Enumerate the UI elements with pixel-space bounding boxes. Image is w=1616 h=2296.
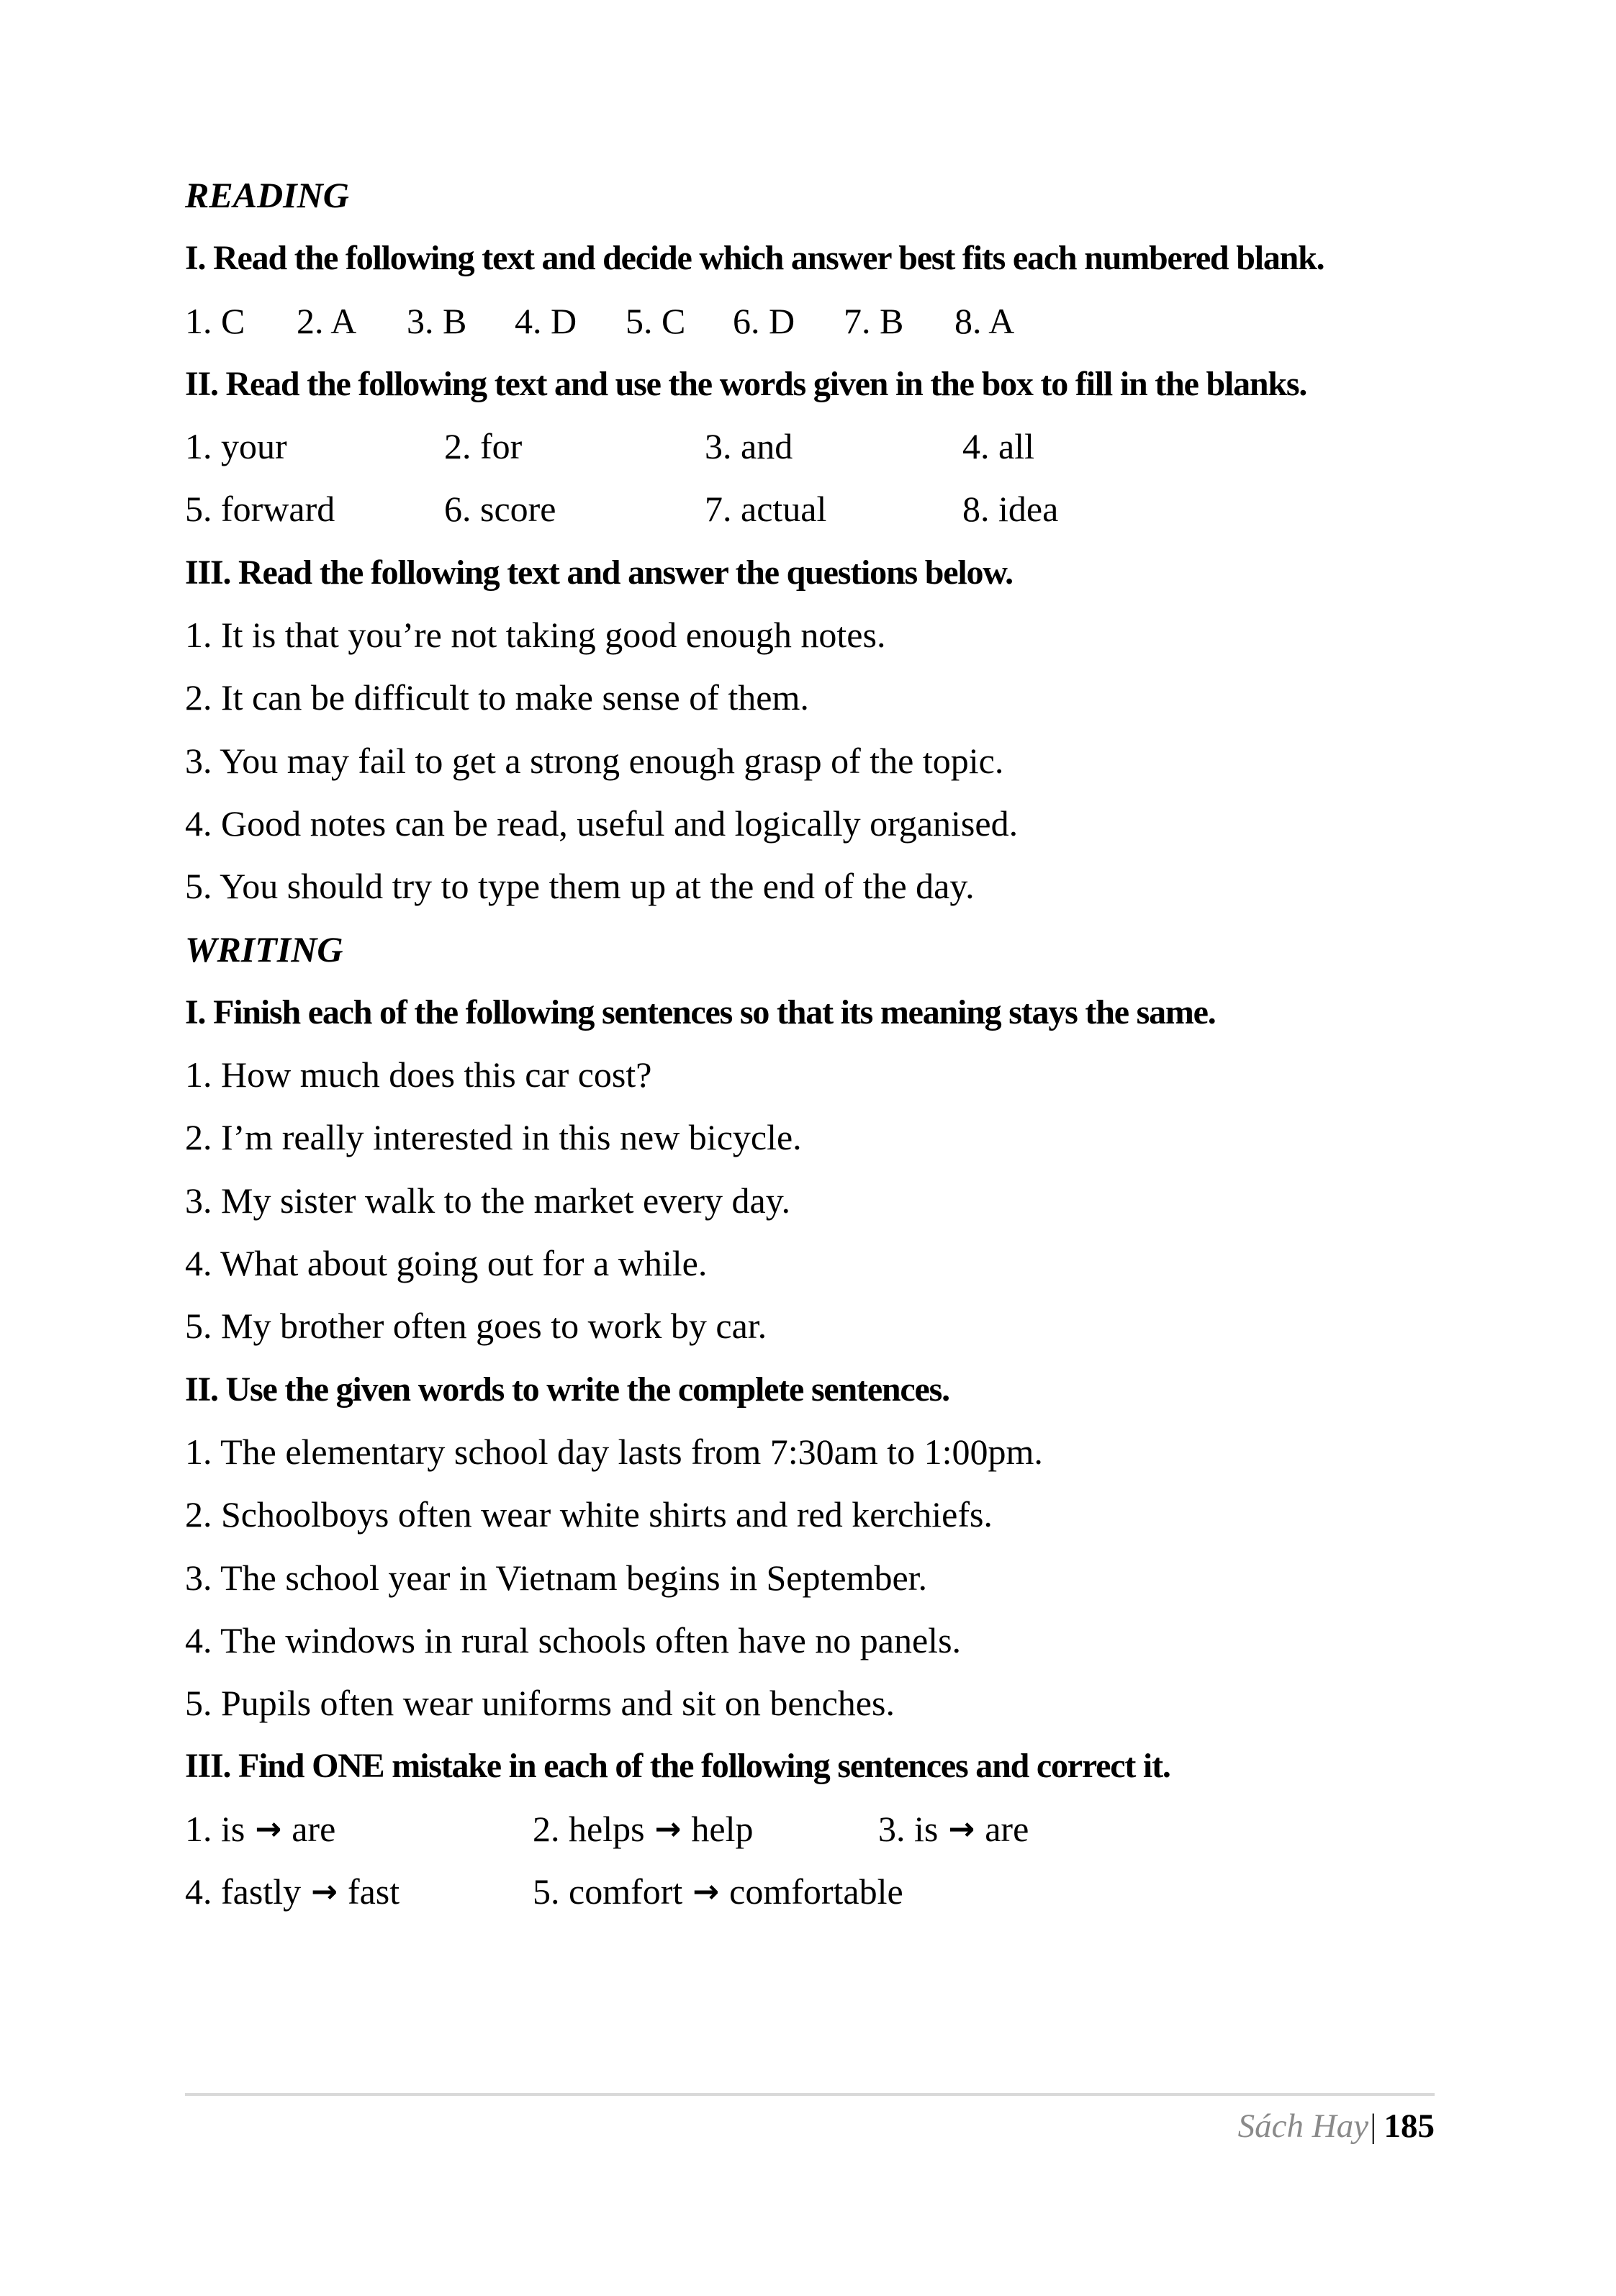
reading-task3-answer: 5. You should try to type them up at the end of the day. bbox=[185, 866, 975, 907]
writing-task2-answer: 1. The elementary school day lasts from 7:30am to 1:00pm. bbox=[185, 1431, 1043, 1472]
correction-item bbox=[185, 1798, 335, 1861]
writing-task1-answer: 1. How much does this car cost? bbox=[185, 1054, 652, 1095]
corrected-word: comfortable bbox=[729, 1871, 903, 1912]
reading-task2-title: II. Read the following text and use the words given in the box to fill in the blanks. bbox=[185, 364, 1307, 403]
reading-task3-answer: 4. Good notes can be read, useful and logically organised. bbox=[185, 803, 1019, 844]
writing-task3-correction-row-1 bbox=[185, 1798, 1452, 1861]
correction-item bbox=[533, 1798, 754, 1861]
writing-task2-title: II. Use the given words to write the complete sentences. bbox=[185, 1370, 949, 1409]
answer-item: 3. B bbox=[407, 300, 467, 341]
answer-key-content bbox=[185, 164, 1452, 1923]
footer-divider bbox=[185, 2093, 1435, 2096]
writing-task1-answer: 5. My brother often goes to work by car. bbox=[185, 1306, 767, 1347]
answer-item: 1. your bbox=[185, 426, 287, 467]
reading-section-heading: READING bbox=[185, 175, 349, 215]
page-footer bbox=[1238, 2103, 1435, 2149]
answer-item: 2. A bbox=[297, 300, 357, 341]
right-arrow-icon: → bbox=[255, 1810, 282, 1848]
right-arrow-icon: → bbox=[311, 1874, 338, 1911]
wrong-word: 3. is bbox=[878, 1808, 939, 1849]
answer-item: 7. actual bbox=[705, 489, 827, 530]
writing-task3-correction-row-2 bbox=[185, 1861, 1452, 1923]
right-arrow-icon: → bbox=[654, 1810, 682, 1848]
right-arrow-icon: → bbox=[692, 1874, 720, 1911]
reading-task3-answer: 2. It can be difficult to make sense of them. bbox=[185, 677, 809, 718]
right-arrow-icon: → bbox=[948, 1810, 975, 1848]
answer-item: 5. forward bbox=[185, 489, 335, 530]
answer-item: 5. C bbox=[626, 300, 686, 341]
writing-task3-title: III. Find ONE mistake in each of the following sentences and correct it. bbox=[185, 1747, 1170, 1786]
writing-task1-answer: 3. My sister walk to the market every day. bbox=[185, 1180, 790, 1221]
footer-brand: Sách Hay bbox=[1237, 2107, 1369, 2145]
writing-task1-title: I. Finish each of the following sentences so that its meaning stays the same. bbox=[185, 993, 1216, 1031]
answer-item: 8. A bbox=[954, 300, 1015, 341]
correction-item bbox=[185, 1861, 400, 1923]
reading-task1-answer-row bbox=[185, 290, 1452, 353]
writing-task1-answer: 4. What about going out for a while. bbox=[185, 1243, 708, 1284]
corrected-word: are bbox=[985, 1808, 1029, 1849]
reading-task3-title: III. Read the following text and answer the questions below. bbox=[185, 553, 1013, 592]
answer-item: 4. D bbox=[515, 300, 577, 341]
answer-item: 3. and bbox=[705, 426, 793, 467]
corrected-word: fast bbox=[347, 1871, 400, 1912]
writing-section-heading: WRITING bbox=[185, 928, 343, 970]
answer-item: 6. score bbox=[444, 489, 556, 530]
answer-item: 6. D bbox=[733, 300, 795, 341]
writing-task2-answer: 4. The windows in rural schools often have no panels. bbox=[185, 1619, 962, 1660]
reading-task2-answer-row-1 bbox=[185, 415, 1452, 478]
footer-separator: | bbox=[1370, 2107, 1377, 2145]
writing-task2-answer: 2. Schoolboys often wear white shirts and red kerchiefs. bbox=[185, 1494, 993, 1535]
reading-task3-answer: 1. It is that you’re not taking good enough notes. bbox=[185, 615, 886, 656]
reading-task1-title: I. Read the following text and decide which answer best fits each numbered blank. bbox=[185, 239, 1324, 278]
reading-task2-answer-row-2 bbox=[185, 478, 1452, 541]
correction-item bbox=[878, 1798, 1029, 1861]
writing-task1-answer: 2. I’m really interested in this new bicycle. bbox=[185, 1117, 802, 1158]
writing-task2-answer: 5. Pupils often wear uniforms and sit on benches. bbox=[185, 1683, 895, 1724]
wrong-word: 2. helps bbox=[533, 1808, 645, 1849]
corrected-word: are bbox=[292, 1808, 336, 1849]
answer-item: 2. for bbox=[444, 426, 523, 467]
reading-task3-answer: 3. You may fail to get a strong enough grasp of the topic. bbox=[185, 740, 1004, 781]
page-number: 185 bbox=[1383, 2107, 1435, 2145]
wrong-word: 4. fastly bbox=[185, 1871, 302, 1912]
answer-item: 8. idea bbox=[962, 489, 1059, 530]
wrong-word: 1. is bbox=[185, 1808, 245, 1849]
writing-task2-answer: 3. The school year in Vietnam begins in September. bbox=[185, 1557, 928, 1598]
answer-item: 1. C bbox=[185, 300, 245, 341]
answer-item: 4. all bbox=[962, 426, 1034, 467]
wrong-word: 5. comfort bbox=[533, 1871, 683, 1912]
corrected-word: help bbox=[691, 1808, 754, 1849]
answer-item: 7. B bbox=[844, 300, 904, 341]
correction-item bbox=[533, 1861, 903, 1923]
